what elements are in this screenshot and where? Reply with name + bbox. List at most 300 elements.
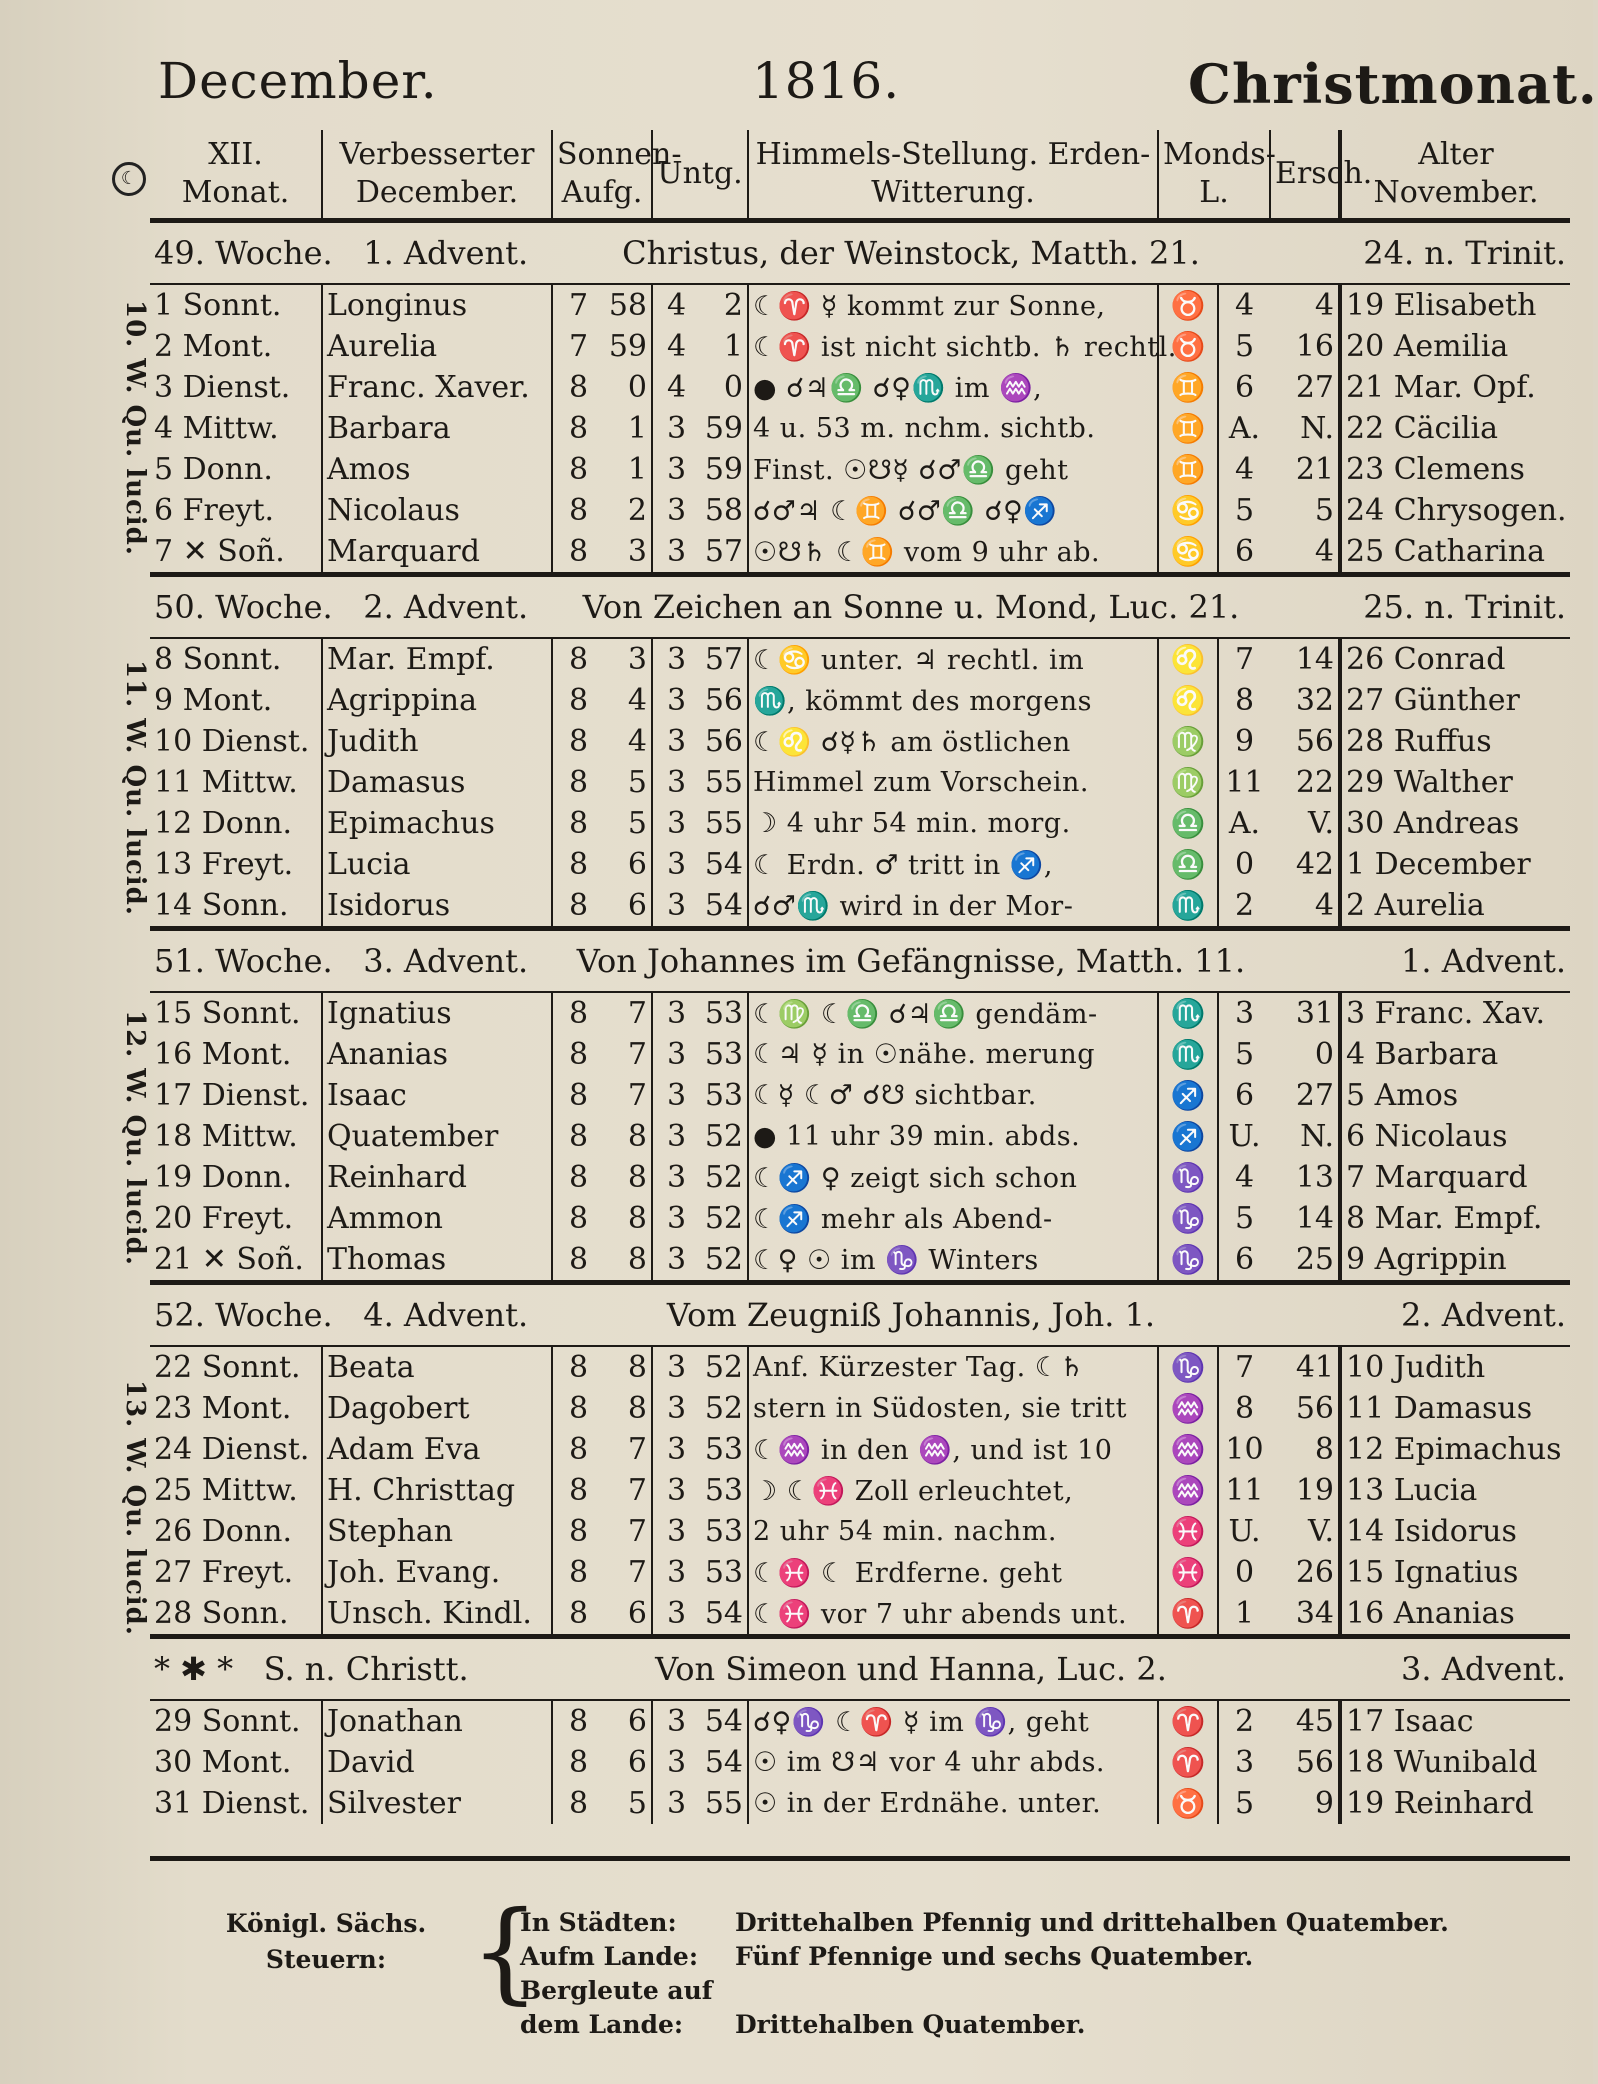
saint-name: Longinus [322, 284, 552, 326]
sunset-minute: 55 [704, 765, 743, 800]
sunrise-hour: 8 [552, 638, 604, 680]
day-row [150, 844, 1570, 885]
moon-minute: 0 [1314, 1037, 1334, 1072]
moon-hour: 0 [1218, 1552, 1270, 1593]
saint-name: David [322, 1742, 552, 1783]
sunrise-minute: 6 [627, 847, 647, 882]
sunset-minute: 53 [704, 1555, 743, 1590]
moon-hour: 11 [1218, 1470, 1270, 1511]
sunset-minute: 57 [704, 642, 743, 677]
saint-name: Aurelia [322, 326, 552, 367]
col-weather: Himmels-Stellung. Erden-Witterung. [748, 130, 1158, 221]
sunset-minute: 56 [704, 724, 743, 759]
old-style-day: 11 Damasus [1340, 1388, 1570, 1429]
sunset-hour: 3 [652, 721, 700, 762]
zodiac-icon: ♊ [1158, 449, 1218, 490]
week-header-row [150, 1283, 1570, 1347]
moon-phase-icon: ☾ [112, 162, 146, 196]
week-gospel: Von Simeon und Hanna, Luc. 2. [552, 1637, 1270, 1701]
day-row [150, 1783, 1570, 1824]
day-row [150, 680, 1570, 721]
side-note-4: 13. W. Qu. lucid. [120, 1380, 150, 1636]
sunrise-hour: 8 [552, 992, 604, 1034]
sunrise-hour: 8 [552, 762, 604, 803]
week-trinit: 1. Advent. [1270, 929, 1570, 993]
sunrise-minute: 4 [627, 724, 647, 759]
moon-minute: 56 [1295, 724, 1334, 759]
sunset-minute: 53 [704, 1037, 743, 1072]
weather-text: ☾♃ ☿ in ☉nähe. merung [748, 1034, 1158, 1075]
sunrise-minute: 7 [627, 1037, 647, 1072]
moon-minute: 25 [1295, 1242, 1334, 1277]
sunset-hour: 3 [652, 1034, 700, 1075]
sunset-minute: 54 [704, 1745, 743, 1780]
day-label: 12 Donn. [154, 806, 293, 841]
sunset-minute: 56 [704, 683, 743, 718]
zodiac-icon: ♓ [1158, 1552, 1218, 1593]
sunrise-minute: 8 [627, 1242, 647, 1277]
sunrise-hour: 8 [552, 803, 604, 844]
sunset-minute: 54 [704, 888, 743, 923]
zodiac-icon: ♈ [1158, 1593, 1218, 1637]
moon-hour: 8 [1218, 680, 1270, 721]
day-row [150, 1075, 1570, 1116]
moon-minute: 9 [1314, 1786, 1334, 1821]
day-label: 29 Sonnt. [154, 1704, 301, 1739]
day-label: 20 Freyt. [154, 1201, 294, 1236]
sunset-minute: 53 [704, 1078, 743, 1113]
week-label: 49. Woche. 1. Advent. [150, 221, 552, 285]
sunset-minute: 52 [704, 1391, 743, 1426]
sunset-minute: 0 [723, 370, 743, 405]
day-label: 16 Mont. [154, 1037, 292, 1072]
weather-text: ☾☿ ☾♂ ☌☋ sichtbar. [748, 1075, 1158, 1116]
calendar-table [150, 130, 1570, 1824]
weather-text: ☾♈ ☿ kommt zur Sonne, [748, 284, 1158, 326]
moon-hour: 5 [1218, 490, 1270, 531]
sunrise-hour: 8 [552, 1593, 604, 1637]
day-label: 14 Sonn. [154, 888, 289, 923]
sunrise-minute: 8 [627, 1391, 647, 1426]
saint-name: Amos [322, 449, 552, 490]
sunrise-hour: 8 [552, 844, 604, 885]
sunrise-minute: 8 [627, 1119, 647, 1154]
moon-minute: V. [1308, 1514, 1334, 1549]
saint-name: Mar. Empf. [322, 638, 552, 680]
day-row [150, 1157, 1570, 1198]
saint-name: Ananias [322, 1034, 552, 1075]
zodiac-icon: ♑ [1158, 1198, 1218, 1239]
saint-name: Isaac [322, 1075, 552, 1116]
day-label: 28 Sonn. [154, 1596, 289, 1631]
sunset-hour: 3 [652, 1429, 700, 1470]
old-style-day: 8 Mar. Empf. [1340, 1198, 1570, 1239]
day-label: 18 Mittw. [154, 1119, 298, 1154]
day-row [150, 1116, 1570, 1157]
sunrise-minute: 6 [627, 1596, 647, 1631]
col-sunset: Untg. [652, 130, 748, 221]
week-label: 52. Woche. 4. Advent. [150, 1283, 552, 1347]
sunset-hour: 3 [652, 1470, 700, 1511]
day-row [150, 449, 1570, 490]
tax-lines [520, 1906, 1449, 2042]
week-label: 50. Woche. 2. Advent. [150, 575, 552, 639]
weather-text: Finst. ☉☋☿ ☌♂♎ geht [748, 449, 1158, 490]
moon-hour: U. [1218, 1511, 1270, 1552]
sunset-minute: 54 [704, 1596, 743, 1631]
sunset-hour: 3 [652, 1157, 700, 1198]
old-style-day: 22 Cäcilia [1340, 408, 1570, 449]
saint-name: Reinhard [322, 1157, 552, 1198]
weather-text: 4 u. 53 m. nchm. sichtb. [748, 408, 1158, 449]
zodiac-icon: ♍ [1158, 762, 1218, 803]
old-style-day: 25 Catharina [1340, 531, 1570, 575]
moon-hour: 4 [1218, 1157, 1270, 1198]
sunset-hour: 3 [652, 1239, 700, 1283]
day-label: 25 Mittw. [154, 1473, 298, 1508]
tax-line: Bergleute auf dem Lande: Drittehalben Quatember. [520, 1976, 1086, 2039]
weather-text: ☾♒ in den ♒, und ist 10 [748, 1429, 1158, 1470]
sunrise-minute: 7 [627, 1473, 647, 1508]
saint-name: Nicolaus [322, 490, 552, 531]
saint-name: Silvester [322, 1783, 552, 1824]
weather-text: ☾♐ ♀ zeigt sich schon [748, 1157, 1158, 1198]
moon-hour: 5 [1218, 1198, 1270, 1239]
zodiac-icon: ♊ [1158, 367, 1218, 408]
saint-name: Adam Eva [322, 1429, 552, 1470]
sunset-minute: 52 [704, 1242, 743, 1277]
sunset-hour: 3 [652, 1783, 700, 1824]
sunrise-hour: 8 [552, 367, 604, 408]
sunrise-hour: 8 [552, 721, 604, 762]
zodiac-icon: ♑ [1158, 1346, 1218, 1388]
moon-hour: 9 [1218, 721, 1270, 762]
day-row [150, 1034, 1570, 1075]
sunrise-minute: 58 [608, 288, 647, 323]
day-row [150, 803, 1570, 844]
zodiac-icon: ♏ [1158, 885, 1218, 929]
sunrise-hour: 7 [552, 326, 604, 367]
day-row [150, 1198, 1570, 1239]
sunset-minute: 52 [704, 1119, 743, 1154]
weather-text: ☾♀ ☉ im ♑ Winters [748, 1239, 1158, 1283]
moon-hour: 7 [1218, 1346, 1270, 1388]
month-title: December. [158, 52, 438, 110]
moon-hour: 6 [1218, 1239, 1270, 1283]
moon-hour: 6 [1218, 531, 1270, 575]
sunrise-hour: 8 [552, 1198, 604, 1239]
sunset-hour: 3 [652, 1593, 700, 1637]
day-row [150, 326, 1570, 367]
sunset-hour: 3 [652, 1552, 700, 1593]
sunset-hour: 3 [652, 1388, 700, 1429]
sunrise-minute: 7 [627, 1514, 647, 1549]
week-header-row [150, 221, 1570, 285]
sunset-minute: 55 [704, 806, 743, 841]
saint-name: Lucia [322, 844, 552, 885]
sunset-minute: 53 [704, 1473, 743, 1508]
day-label: 24 Dienst. [154, 1432, 310, 1467]
old-style-day: 19 Reinhard [1340, 1783, 1570, 1824]
weather-text: ● 11 uhr 39 min. abds. [748, 1116, 1158, 1157]
sunset-minute: 2 [723, 288, 743, 323]
moon-minute: N. [1300, 411, 1334, 446]
moon-hour: 3 [1218, 992, 1270, 1034]
day-label: 10 Dienst. [154, 724, 310, 759]
side-note-2: 11. W. Qu. lucid. [120, 660, 150, 916]
moon-minute: 8 [1314, 1432, 1334, 1467]
week-header-row [150, 1637, 1570, 1701]
moon-hour: 5 [1218, 326, 1270, 367]
sunset-hour: 4 [652, 367, 700, 408]
week-label: * ✱ * S. n. Christt. [150, 1637, 552, 1701]
sunset-hour: 3 [652, 1198, 700, 1239]
old-style-day: 1 December [1340, 844, 1570, 885]
day-row [150, 367, 1570, 408]
tax-label: Königl. Sächs. Steuern: [225, 1909, 427, 1974]
zodiac-icon: ♉ [1158, 284, 1218, 326]
sunrise-minute: 8 [627, 1201, 647, 1236]
tax-line: In Städten: Drittehalben Pfennig und drittehalben Quatember. [520, 1908, 1449, 1937]
old-style-day: 20 Aemilia [1340, 326, 1570, 367]
day-row [150, 1239, 1570, 1283]
moon-minute: 19 [1295, 1473, 1334, 1508]
old-style-day: 28 Ruffus [1340, 721, 1570, 762]
moon-minute: 31 [1295, 996, 1334, 1031]
saint-name: Agrippina [322, 680, 552, 721]
sunrise-hour: 8 [552, 1346, 604, 1388]
sunset-minute: 58 [704, 493, 743, 528]
sunset-minute: 54 [704, 1704, 743, 1739]
sunrise-minute: 6 [627, 1704, 647, 1739]
sunset-minute: 52 [704, 1160, 743, 1195]
sunrise-minute: 1 [627, 411, 647, 446]
sunset-hour: 4 [652, 284, 700, 326]
zodiac-icon: ♋ [1158, 531, 1218, 575]
sunrise-minute: 2 [627, 493, 647, 528]
moon-hour: 4 [1218, 284, 1270, 326]
weather-text: ☾♌ ☌☿♄ am östlichen [748, 721, 1158, 762]
calendar-frame [150, 130, 1570, 1865]
sunrise-hour: 8 [552, 680, 604, 721]
saint-name: Quatember [322, 1116, 552, 1157]
tax-line: Aufm Lande: Fünf Pfennige und sechs Quatember. [520, 1942, 1254, 1971]
moon-hour: 6 [1218, 367, 1270, 408]
old-style-day: 12 Epimachus [1340, 1429, 1570, 1470]
old-style-day: 6 Nicolaus [1340, 1116, 1570, 1157]
moon-minute: 32 [1295, 683, 1334, 718]
sunset-minute: 55 [704, 1786, 743, 1821]
moon-minute: 4 [1314, 288, 1334, 323]
sunrise-minute: 3 [627, 534, 647, 569]
week-trinit: 25. n. Trinit. [1270, 575, 1570, 639]
day-label: 26 Donn. [154, 1514, 293, 1549]
saint-name: Damasus [322, 762, 552, 803]
moon-hour: 10 [1218, 1429, 1270, 1470]
sunset-hour: 3 [652, 531, 700, 575]
column-header-row [150, 130, 1570, 221]
zodiac-icon: ♈ [1158, 1700, 1218, 1742]
week-trinit: 24. n. Trinit. [1270, 221, 1570, 285]
day-label: 2 Mont. [154, 329, 273, 364]
old-style-day: 29 Walther [1340, 762, 1570, 803]
saint-name: H. Christtag [322, 1470, 552, 1511]
weather-text: ☌♂♃ ☾♊ ☌♂♎ ☌♀♐ [748, 490, 1158, 531]
weather-text: ☾♓ ☾ Erdferne. geht [748, 1552, 1158, 1593]
day-label: 8 Sonnt. [154, 642, 282, 677]
moon-hour: 6 [1218, 1075, 1270, 1116]
col-december: Verbesserter December. [322, 130, 552, 221]
zodiac-icon: ♒ [1158, 1470, 1218, 1511]
week-gospel: Von Johannes im Gefängnisse, Matth. 11. [552, 929, 1270, 993]
sunset-minute: 53 [704, 1432, 743, 1467]
sunrise-hour: 8 [552, 1116, 604, 1157]
sunrise-minute: 0 [627, 370, 647, 405]
moon-minute: 34 [1295, 1596, 1334, 1631]
old-style-day: 2 Aurelia [1340, 885, 1570, 929]
day-row [150, 284, 1570, 326]
weather-text: ☾♐ mehr als Abend- [748, 1198, 1158, 1239]
moon-minute: 21 [1295, 452, 1334, 487]
german-month-title: Christmonat. [1188, 52, 1598, 116]
old-style-day: 21 Mar. Opf. [1340, 367, 1570, 408]
old-style-day: 24 Chrysogen. [1340, 490, 1570, 531]
day-row [150, 490, 1570, 531]
moon-hour: 3 [1218, 1742, 1270, 1783]
day-label: 5 Donn. [154, 452, 273, 487]
sunrise-minute: 5 [627, 806, 647, 841]
old-style-day: 26 Conrad [1340, 638, 1570, 680]
weather-text: ☾♓ vor 7 uhr abends unt. [748, 1593, 1158, 1637]
sunset-hour: 3 [652, 1075, 700, 1116]
moon-minute: N. [1300, 1119, 1334, 1154]
old-style-day: 10 Judith [1340, 1346, 1570, 1388]
old-style-day: 5 Amos [1340, 1075, 1570, 1116]
sunset-hour: 3 [652, 885, 700, 929]
day-label: 7 ✕ Soñ. [154, 534, 285, 569]
moon-hour: 8 [1218, 1388, 1270, 1429]
zodiac-icon: ♒ [1158, 1388, 1218, 1429]
week-header-row [150, 575, 1570, 639]
weather-text: ☉ in der Erdnähe. unter. [748, 1783, 1158, 1824]
day-label: 11 Mittw. [154, 765, 298, 800]
col-moon-rise: Ersch. [1270, 130, 1340, 221]
moon-minute: 5 [1314, 493, 1334, 528]
sunrise-hour: 8 [552, 885, 604, 929]
weather-text: Anf. Kürzester Tag. ☾♄ [748, 1346, 1158, 1388]
moon-hour: 1 [1218, 1593, 1270, 1637]
sunrise-minute: 6 [627, 888, 647, 923]
zodiac-icon: ♒ [1158, 1429, 1218, 1470]
moon-hour: 5 [1218, 1783, 1270, 1824]
day-row [150, 1552, 1570, 1593]
sunset-minute: 52 [704, 1350, 743, 1385]
moon-minute: V. [1308, 806, 1334, 841]
sunset-hour: 3 [652, 490, 700, 531]
saint-name: Unsch. Kindl. [322, 1593, 552, 1637]
moon-hour: 5 [1218, 1034, 1270, 1075]
sunrise-minute: 59 [608, 329, 647, 364]
day-label: 30 Mont. [154, 1745, 292, 1780]
weather-text: ☾♍ ☾♎ ☌♃♎ gendäm- [748, 992, 1158, 1034]
sunset-minute: 1 [723, 329, 743, 364]
sunset-hour: 4 [652, 326, 700, 367]
day-row [150, 721, 1570, 762]
sunrise-minute: 6 [627, 1745, 647, 1780]
sunset-hour: 3 [652, 762, 700, 803]
weather-text: Himmel zum Vorschein. [748, 762, 1158, 803]
zodiac-icon: ♑ [1158, 1157, 1218, 1198]
day-label: 15 Sonnt. [154, 996, 301, 1031]
weather-text: 2 uhr 54 min. nachm. [748, 1511, 1158, 1552]
sunset-minute: 57 [704, 534, 743, 569]
moon-hour: 11 [1218, 762, 1270, 803]
moon-hour: A. [1218, 803, 1270, 844]
sunrise-minute: 8 [627, 1350, 647, 1385]
weather-text: ☾♋ unter. ♃ rechtl. im [748, 638, 1158, 680]
moon-minute: 41 [1295, 1350, 1334, 1385]
day-row [150, 885, 1570, 929]
sunset-minute: 53 [704, 996, 743, 1031]
moon-minute: 4 [1314, 534, 1334, 569]
zodiac-icon: ♏ [1158, 1034, 1218, 1075]
sunset-hour: 3 [652, 449, 700, 490]
sunrise-hour: 8 [552, 1700, 604, 1742]
day-label: 3 Dienst. [154, 370, 291, 405]
sunrise-minute: 7 [627, 1432, 647, 1467]
moon-minute: 4 [1314, 888, 1334, 923]
weather-text: ☉ im ☋♃ vor 4 uhr abds. [748, 1742, 1158, 1783]
moon-minute: 56 [1295, 1745, 1334, 1780]
sunset-minute: 59 [704, 452, 743, 487]
week-trinit: 2. Advent. [1270, 1283, 1570, 1347]
moon-hour: 0 [1218, 844, 1270, 885]
bottom-rule [150, 1856, 1570, 1861]
sunset-minute: 59 [704, 411, 743, 446]
zodiac-icon: ♌ [1158, 638, 1218, 680]
saint-name: Ammon [322, 1198, 552, 1239]
side-note-3: 12. W. Qu. lucid. [120, 1010, 150, 1266]
zodiac-icon: ♋ [1158, 490, 1218, 531]
sunrise-hour: 8 [552, 1157, 604, 1198]
day-row [150, 1511, 1570, 1552]
saint-name: Isidorus [322, 885, 552, 929]
old-style-day: 30 Andreas [1340, 803, 1570, 844]
old-style-day: 13 Lucia [1340, 1470, 1570, 1511]
sunrise-hour: 8 [552, 1552, 604, 1593]
moon-hour: 2 [1218, 1700, 1270, 1742]
sunset-hour: 3 [652, 1700, 700, 1742]
sunrise-hour: 8 [552, 449, 604, 490]
sunrise-hour: 8 [552, 1429, 604, 1470]
sunrise-hour: 8 [552, 1239, 604, 1283]
weather-text: ☽ ☾♓ Zoll erleuchtet, [748, 1470, 1158, 1511]
zodiac-icon: ♑ [1158, 1239, 1218, 1283]
sunrise-minute: 4 [627, 683, 647, 718]
sunset-hour: 3 [652, 408, 700, 449]
col-moon-sign: Monds- L. [1158, 130, 1270, 221]
zodiac-icon: ♏ [1158, 992, 1218, 1034]
old-style-day: 9 Agrippin [1340, 1239, 1570, 1283]
day-row [150, 1700, 1570, 1742]
weather-text: ☾♈ ist nicht sichtb. ♄ rechtl. [748, 326, 1158, 367]
sunrise-hour: 8 [552, 408, 604, 449]
zodiac-icon: ♐ [1158, 1075, 1218, 1116]
sunrise-minute: 3 [627, 642, 647, 677]
moon-minute: 27 [1295, 370, 1334, 405]
sunset-hour: 3 [652, 680, 700, 721]
old-style-day: 4 Barbara [1340, 1034, 1570, 1075]
